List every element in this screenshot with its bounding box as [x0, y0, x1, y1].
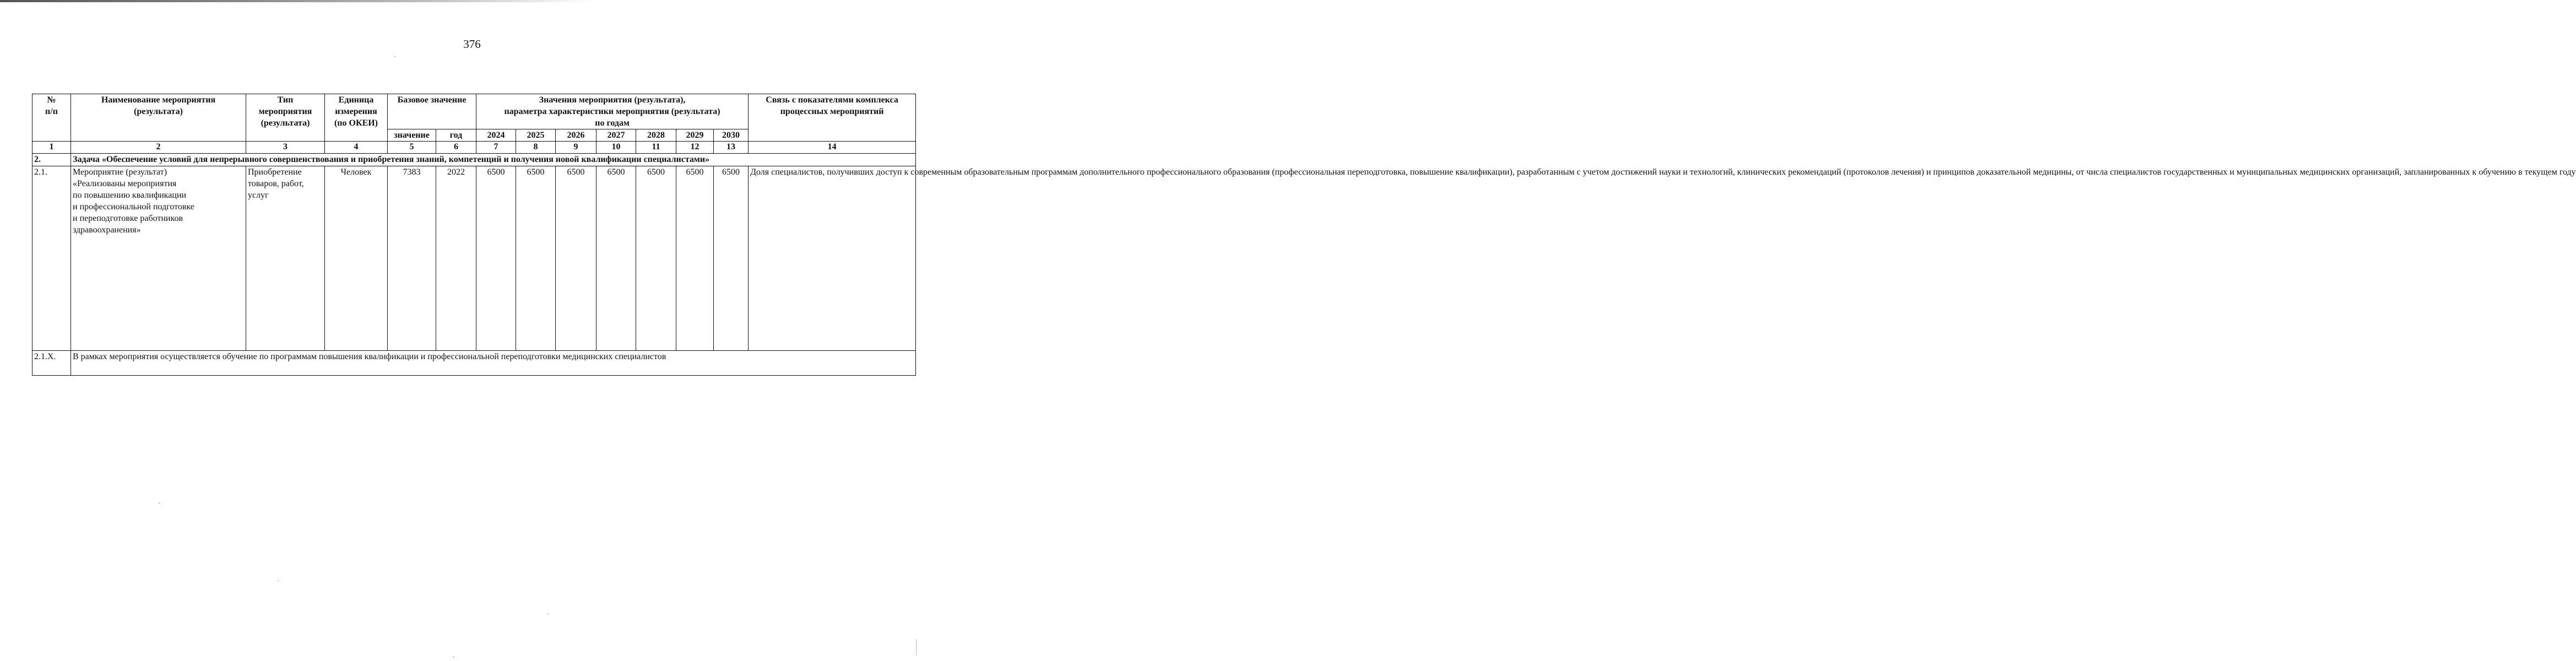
task-number: 2. — [32, 154, 71, 166]
item-year-value: 6500 — [636, 166, 676, 351]
scan-edge — [0, 0, 595, 2]
item-row — [32, 166, 916, 351]
activity-table — [32, 94, 2576, 376]
header-year: 2026 — [556, 129, 596, 142]
item-name: Мероприятие (результат) «Реализованы мероприятия по повышению квалификации и профессиональной подготовке и переподготовке работников здравоохранения» — [71, 166, 246, 351]
item-link: Доля специалистов, получивших доступ к современным образовательным программам дополнительного профессионального образования (профессиональная переподготовка, повышение квалификации), разработанным с учетом достижений науки и технологий, клинических рекомендаций (протоколов лечения) и принципов доказательной медицины, от числа специалистов государственных и муниципальных медицинских организаций, запланированных к обучению в текущем году — [749, 166, 916, 351]
item-year-value: 6500 — [714, 166, 749, 351]
column-number: 7 — [476, 142, 516, 154]
column-number: 5 — [388, 142, 436, 154]
column-number: 8 — [516, 142, 556, 154]
header-year: 2030 — [714, 129, 749, 142]
column-number: 14 — [749, 142, 916, 154]
column-number-row — [32, 142, 916, 154]
column-number: 2 — [71, 142, 246, 154]
item-base-year: 2022 — [436, 166, 476, 351]
column-number: 4 — [325, 142, 388, 154]
item-unit: Человек — [325, 166, 388, 351]
header-link: Связь с показателями комплекса процессных мероприятий — [749, 94, 916, 142]
header-base: Базовое значение — [388, 94, 476, 129]
header-name: Наименование мероприятия (результата) — [71, 94, 246, 142]
header-values: Значения мероприятия (результата), параметра характеристики мероприятия (результата) по годам — [476, 94, 749, 129]
header-type: Тип мероприятия (результата) — [246, 94, 325, 142]
item-year-value: 6500 — [596, 166, 636, 351]
header-no: № п/п — [32, 94, 71, 142]
task-row — [32, 154, 916, 166]
item-number: 2.1. — [32, 166, 71, 351]
item-year-value: 6500 — [676, 166, 714, 351]
header-base-value: значение — [388, 129, 436, 142]
column-number: 1 — [32, 142, 71, 154]
header-year: 2024 — [476, 129, 516, 142]
column-number: 3 — [246, 142, 325, 154]
note-number: 2.1.Х. — [32, 351, 71, 376]
column-number: 10 — [596, 142, 636, 154]
header-row — [32, 94, 916, 129]
header-year: 2027 — [596, 129, 636, 142]
column-number: 12 — [676, 142, 714, 154]
column-number: 13 — [714, 142, 749, 154]
header-year: 2029 — [676, 129, 714, 142]
column-number: 6 — [436, 142, 476, 154]
item-year-value: 6500 — [556, 166, 596, 351]
header-year: 2028 — [636, 129, 676, 142]
note-row — [32, 351, 916, 376]
item-year-value: 6500 — [516, 166, 556, 351]
column-number: 11 — [636, 142, 676, 154]
item-base-value: 7383 — [388, 166, 436, 351]
page-number: 376 — [463, 37, 481, 51]
item-year-value: 6500 — [476, 166, 516, 351]
header-year: 2025 — [516, 129, 556, 142]
item-type: Приобретение товаров, работ, услуг — [246, 166, 325, 351]
scan-speck — [394, 56, 395, 57]
note-text: В рамках мероприятия осуществляется обучение по программам повышения квалификации и профессиональной переподготовки медицинских специалистов — [71, 351, 916, 376]
task-text: Задача «Обеспечение условий для непрерывного совершенствования и приобретения знаний, компетенций и получения новой квалификации специалистами» — [71, 154, 916, 166]
header-unit: Единица измерения (по ОКЕИ) — [325, 94, 388, 142]
column-number: 9 — [556, 142, 596, 154]
header-base-year: год — [436, 129, 476, 142]
